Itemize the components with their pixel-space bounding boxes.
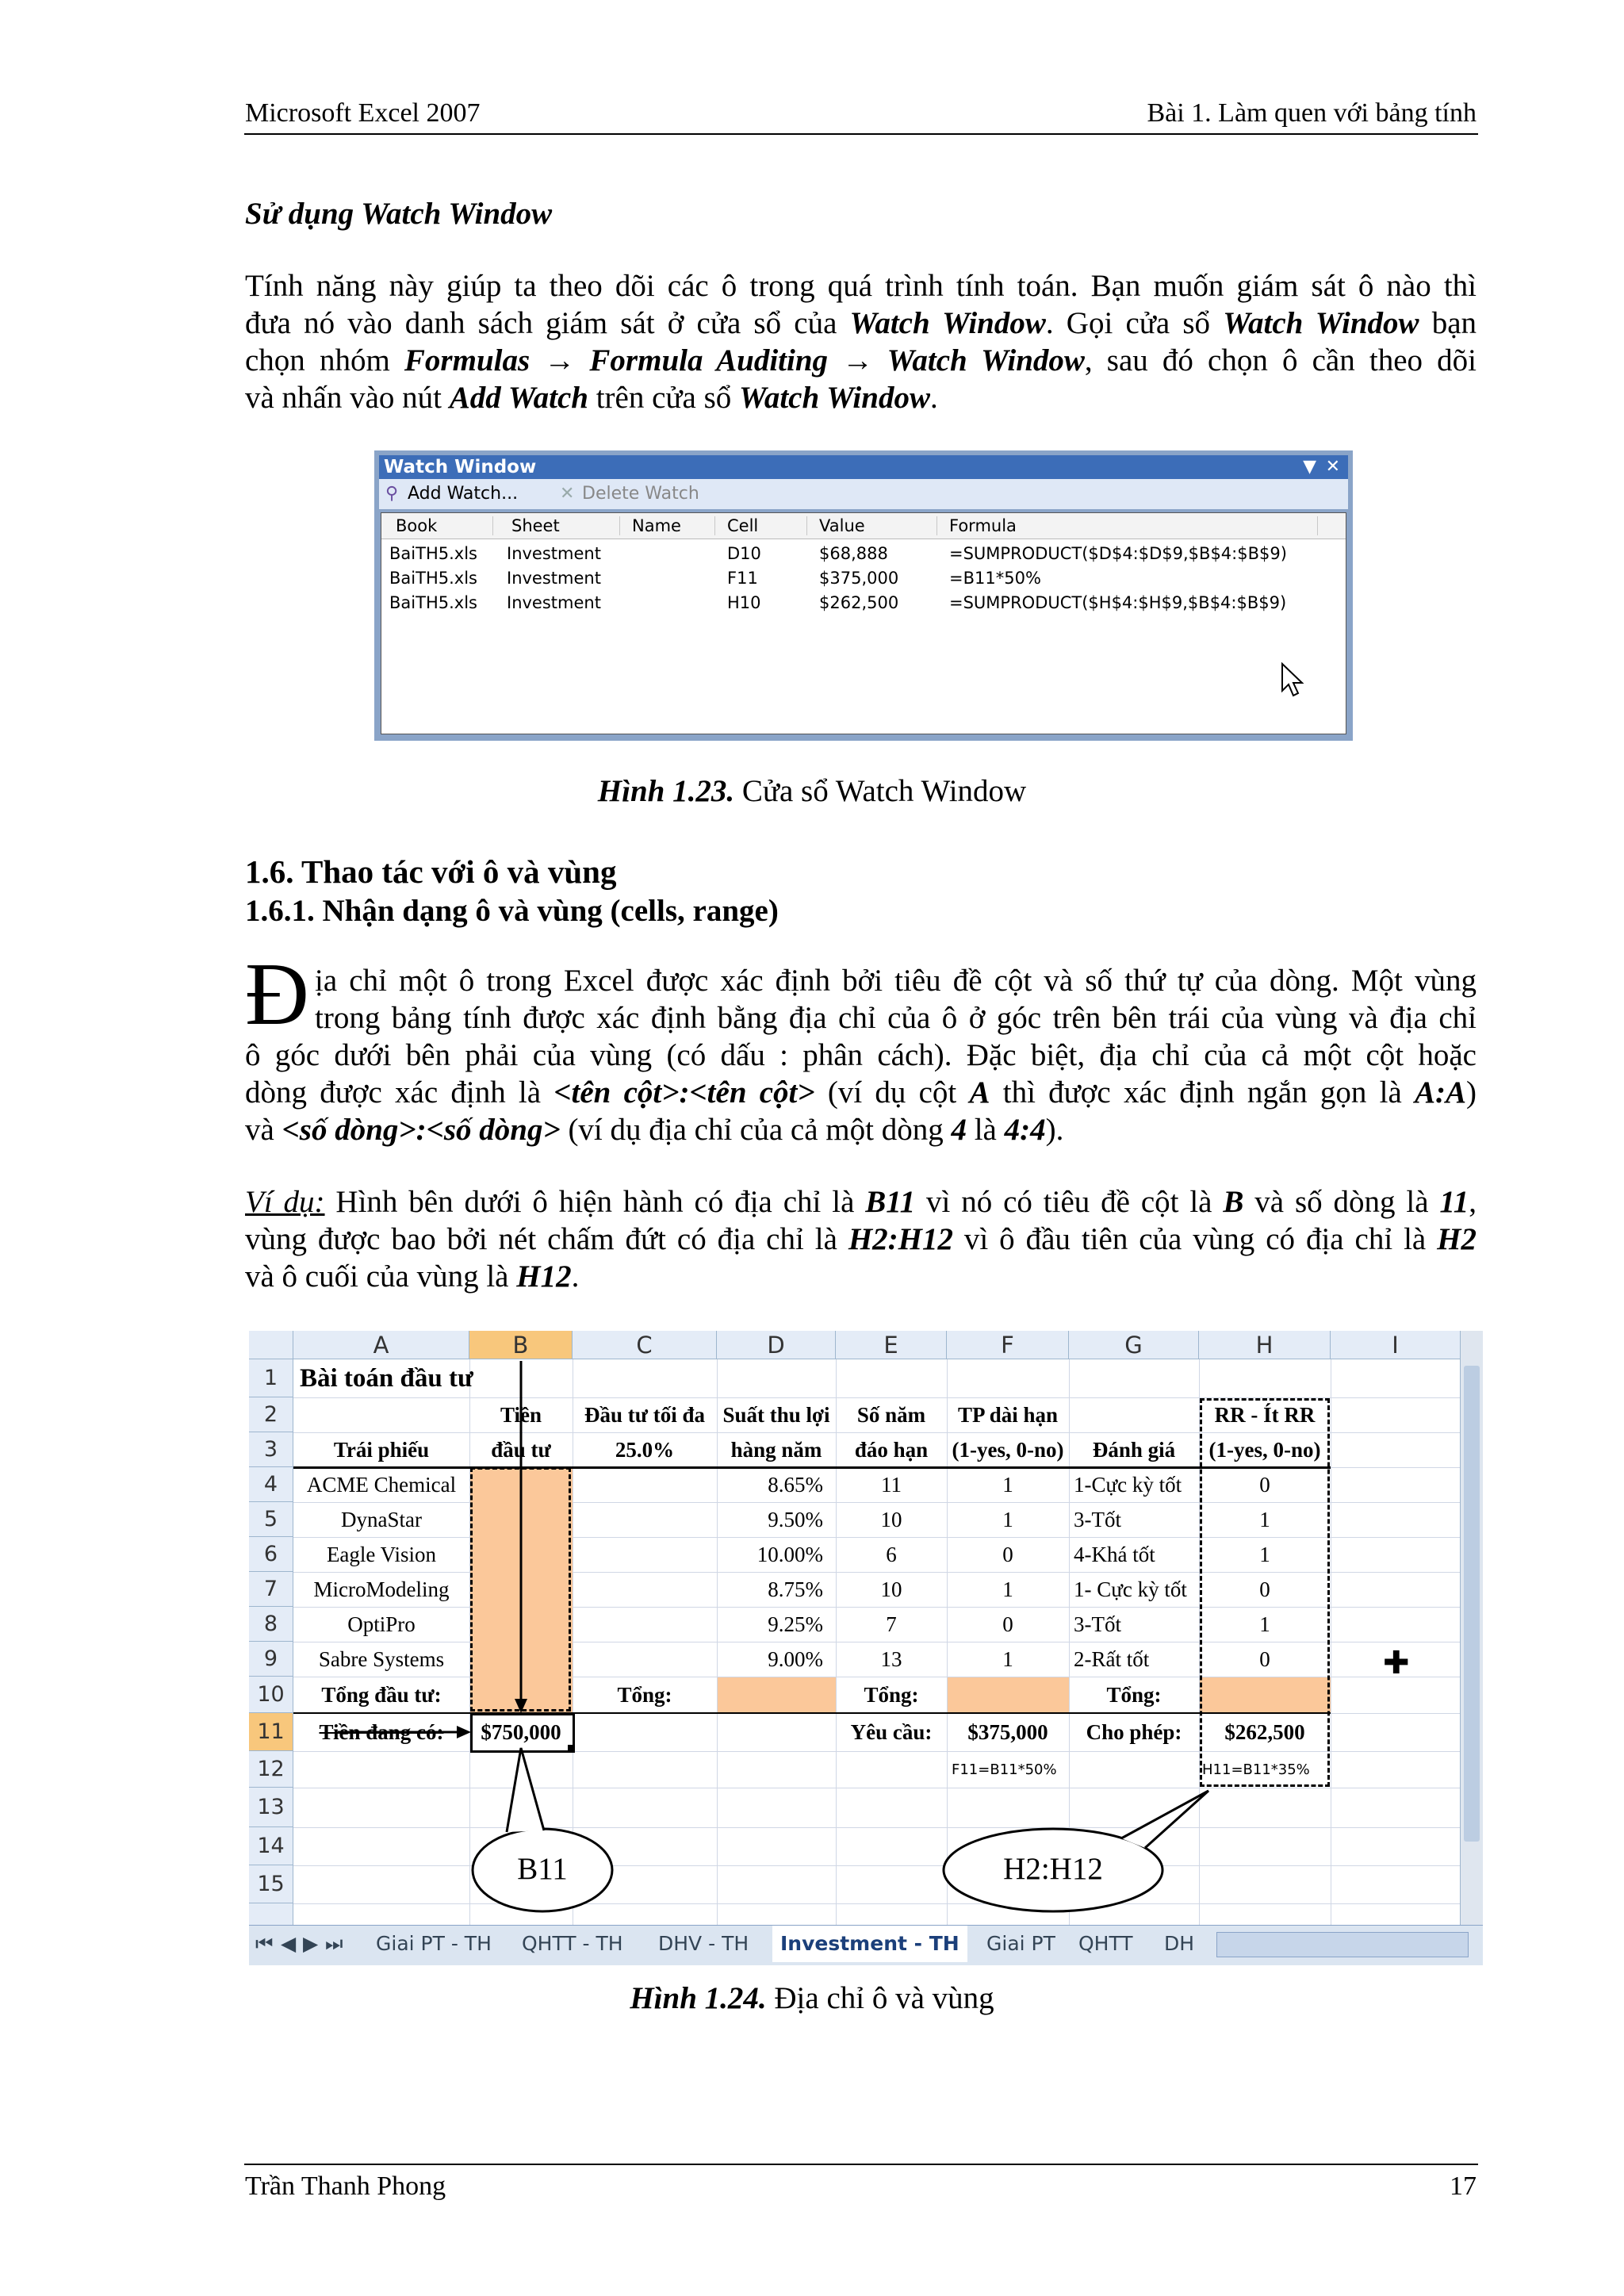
- cell[interactable]: Tổng:: [1106, 1683, 1162, 1707]
- row-header[interactable]: 8: [249, 1607, 293, 1642]
- col-formula[interactable]: Formula: [949, 516, 1017, 535]
- header-left: Microsoft Excel 2007: [245, 98, 481, 128]
- row-header[interactable]: 5: [249, 1502, 293, 1537]
- watch-sheet: Investment: [507, 569, 601, 588]
- para2-line-5: và <số dòng>:<số dòng> (ví dụ địa chỉ của cả một dòng 4 là 4:4).: [245, 1113, 1064, 1147]
- col-header-i[interactable]: I: [1331, 1331, 1461, 1359]
- col-name[interactable]: Name: [632, 516, 681, 535]
- watch-cell: D10: [727, 544, 761, 563]
- col-header-h[interactable]: H: [1199, 1331, 1331, 1359]
- para3-line-3: và ô cuối của vùng là H12.: [245, 1259, 580, 1294]
- delete-watch-button[interactable]: Delete Watch: [582, 484, 699, 504]
- row-header[interactable]: 11: [249, 1713, 293, 1751]
- col-value[interactable]: Value: [819, 516, 865, 535]
- watch-formula: =SUMPRODUCT($D$4:$D$9,$B$4:$B$9): [949, 544, 1287, 563]
- page-number: 17: [1450, 2171, 1477, 2201]
- cell[interactable]: Số năm: [856, 1403, 926, 1427]
- para2-line-3: ô góc dưới bên phải của vùng (có dấu : phân cách). Đặc biệt, địa chỉ của cả một cột hoặc: [245, 1038, 1477, 1072]
- cell[interactable]: TP dài hạn: [957, 1403, 1059, 1427]
- cell[interactable]: hàng năm: [730, 1438, 822, 1462]
- header-rule: [244, 133, 1478, 135]
- watch-formula: =SUMPRODUCT($H$4:$H$9,$B$4:$B$9): [949, 593, 1287, 612]
- callout-h2-h12: H2:H12: [1003, 1852, 1103, 1886]
- paragraph-2-top: [315, 962, 1477, 1037]
- watch-row[interactable]: [381, 566, 1346, 591]
- row-header[interactable]: 6: [249, 1537, 293, 1572]
- cell[interactable]: 0: [1259, 1647, 1270, 1671]
- watch-window-titlebar: [379, 455, 1348, 479]
- cell[interactable]: F11=B11*50%: [952, 1761, 1057, 1778]
- figure-number: Hình 1.24.: [630, 1981, 767, 2015]
- para3-line-1: Ví dụ: Hình bên dưới ô hiện hành có địa chỉ là B11 vì nó có tiêu đề cột là B và số dòng là 11,: [245, 1185, 1477, 1219]
- cell[interactable]: 9.00%: [768, 1647, 823, 1671]
- cell[interactable]: 10: [880, 1577, 902, 1601]
- callout-b11: B11: [517, 1852, 568, 1886]
- sheet-tab[interactable]: QHTT: [1078, 1932, 1133, 1955]
- cell[interactable]: 0: [1002, 1612, 1013, 1636]
- footer-author: Trần Thanh Phong: [245, 2171, 446, 2201]
- cell[interactable]: đáo hạn: [854, 1438, 929, 1462]
- cell[interactable]: Đầu tư tối đa: [584, 1403, 705, 1427]
- cell[interactable]: 1-Cực kỳ tốt: [1074, 1473, 1182, 1497]
- section-title: Sử dụng Watch Window: [245, 197, 553, 231]
- intro-line-2: đưa nó vào danh sách giám sát ở cửa sổ của Watch Window. Gọi cửa sổ Watch Window bạn: [245, 306, 1477, 340]
- row-header[interactable]: 10: [249, 1677, 293, 1713]
- col-header-b[interactable]: B: [469, 1331, 573, 1359]
- row-header[interactable]: 7: [249, 1572, 293, 1607]
- watch-value: $375,000: [819, 569, 899, 588]
- row-header[interactable]: 9: [249, 1642, 293, 1677]
- sheet-tab-active[interactable]: Investment - TH: [772, 1926, 967, 1962]
- heading-1-6: 1.6. Thao tác với ô và vùng: [245, 853, 617, 890]
- cell[interactable]: MicroModeling: [313, 1577, 450, 1601]
- cell[interactable]: (1-yes, 0-no): [952, 1438, 1064, 1462]
- cell[interactable]: ACME Chemical: [306, 1473, 457, 1497]
- watch-window: [374, 450, 1353, 741]
- cell[interactable]: Tiền: [500, 1403, 542, 1427]
- row-header[interactable]: 2: [249, 1397, 293, 1432]
- sheet-tab[interactable]: QHTT - TH: [522, 1932, 623, 1955]
- cell[interactable]: 4-Khá tốt: [1074, 1543, 1155, 1566]
- cell[interactable]: 7: [886, 1612, 897, 1636]
- col-header-e[interactable]: E: [836, 1331, 947, 1359]
- cell[interactable]: H11=B11*35%: [1202, 1761, 1310, 1778]
- cell-cursor-icon: ✚: [1383, 1645, 1410, 1681]
- watch-cell: F11: [727, 569, 758, 588]
- para2-line-1: ịa chỉ một ô trong Excel được xác định bởi tiêu đề cột và số thứ tự của dòng. Một vùng: [315, 964, 1477, 998]
- cell[interactable]: 1: [1259, 1508, 1270, 1531]
- watch-sheet: Investment: [507, 593, 601, 612]
- tab-nav-first-icon[interactable]: ⏮: [255, 1932, 274, 1955]
- paragraph-3: [245, 1183, 1477, 1295]
- watch-window-toolbar: [379, 479, 1348, 509]
- watch-formula: =B11*50%: [949, 569, 1041, 588]
- cell[interactable]: Yêu cầu:: [850, 1720, 933, 1744]
- intro-line-1: Tính năng này giúp ta theo dõi các ô trong quá trình tính toán. Bạn muốn giám sát ô nào thì: [245, 269, 1477, 303]
- cell[interactable]: 8.65%: [768, 1473, 823, 1497]
- add-watch-icon: ⚲: [385, 484, 399, 504]
- cell[interactable]: 9.50%: [768, 1508, 823, 1531]
- figure-caption-1: [0, 773, 1624, 809]
- annotation-overlay: [249, 1331, 1483, 1965]
- sheet-tab[interactable]: Giai PT: [986, 1932, 1055, 1955]
- dropcap: Đ: [245, 945, 309, 1044]
- cell[interactable]: 25.0%: [615, 1438, 675, 1462]
- row-header[interactable]: 13: [249, 1788, 293, 1827]
- header-right: Bài 1. Làm quen với bảng tính: [1147, 98, 1477, 128]
- cell[interactable]: Trái phiếu: [333, 1438, 430, 1462]
- cell[interactable]: 13: [880, 1647, 902, 1671]
- col-sheet[interactable]: Sheet: [511, 516, 560, 535]
- col-header-g[interactable]: G: [1069, 1331, 1199, 1359]
- cell[interactable]: Sabre Systems: [318, 1647, 445, 1671]
- row-header[interactable]: 3: [249, 1432, 293, 1467]
- cell[interactable]: Tổng:: [864, 1683, 919, 1707]
- sheet-title[interactable]: Bài toán đầu tư: [300, 1364, 473, 1393]
- cell[interactable]: Tổng đầu tư:: [321, 1683, 442, 1707]
- cell[interactable]: 1: [1259, 1543, 1270, 1566]
- cell[interactable]: 1: [1002, 1577, 1013, 1601]
- cell[interactable]: 1: [1259, 1612, 1270, 1636]
- cell[interactable]: Đánh giá: [1092, 1438, 1176, 1462]
- tab-nav-last-icon[interactable]: ⏭: [325, 1932, 343, 1955]
- cell[interactable]: Tổng:: [617, 1683, 672, 1707]
- spreadsheet: [249, 1331, 1483, 1965]
- cell[interactable]: 6: [886, 1543, 897, 1566]
- figure-caption-text: Cửa sổ Watch Window: [734, 774, 1027, 808]
- col-header-a[interactable]: A: [293, 1331, 469, 1359]
- cell[interactable]: 1: [1002, 1473, 1013, 1497]
- watch-window-title: Watch Window: [384, 457, 537, 477]
- para2-line-4: dòng được xác định là <tên cột>:<tên cột> (ví dụ cột A thì được xác định ngắn gọn là A:A): [245, 1075, 1477, 1110]
- watch-row[interactable]: [381, 591, 1346, 615]
- add-watch-button[interactable]: Add Watch...: [408, 484, 519, 504]
- cell[interactable]: DynaStar: [341, 1508, 422, 1531]
- cell[interactable]: đầu tư: [491, 1438, 551, 1462]
- sheet-tab[interactable]: DH: [1164, 1932, 1195, 1955]
- cell[interactable]: 3-Tốt: [1074, 1508, 1121, 1531]
- cell[interactable]: 0: [1259, 1577, 1270, 1601]
- tab-nav-prev-icon[interactable]: ◀: [281, 1932, 297, 1955]
- cell[interactable]: RR - Ít RR: [1214, 1403, 1316, 1427]
- footer-rule: [244, 2164, 1478, 2165]
- col-book[interactable]: Book: [396, 516, 438, 535]
- intro-line-3: chọn nhóm Formulas → Formula Auditing → Watch Window, sau đó chọn ô cần theo dõi: [245, 343, 1477, 378]
- cell[interactable]: Suất thu lợi: [722, 1403, 830, 1427]
- sheet-tab-bar: [249, 1925, 1483, 1965]
- row-header[interactable]: 12: [249, 1751, 293, 1788]
- col-header-d[interactable]: D: [717, 1331, 836, 1359]
- cell[interactable]: $262,500: [1224, 1720, 1305, 1744]
- cell[interactable]: $375,000: [967, 1720, 1048, 1744]
- cell[interactable]: 10.00%: [756, 1543, 823, 1566]
- col-header-c[interactable]: C: [573, 1331, 717, 1359]
- cell[interactable]: OptiPro: [347, 1612, 416, 1636]
- intro-line-4: và nhấn vào nút Add Watch trên cửa sổ Watch Window.: [245, 381, 938, 415]
- horizontal-scrollbar[interactable]: [1216, 1932, 1469, 1957]
- watch-book: BaiTH5.xls: [389, 593, 477, 612]
- sheet-tab[interactable]: Giai PT - TH: [376, 1932, 492, 1955]
- cell[interactable]: Eagle Vision: [326, 1543, 437, 1566]
- para2-line-2: trong bảng tính được xác định bằng địa chỉ của ô ở góc trên bên trái của vùng và địa chỉ: [315, 1001, 1477, 1035]
- cell[interactable]: 11: [881, 1473, 902, 1497]
- para3-line-2: vùng được bao bởi nét chấm đứt có địa chỉ là H2:H12 vì ô đầu tiên của vùng có địa chỉ là H2: [245, 1222, 1477, 1256]
- watch-sheet: Investment: [507, 544, 601, 563]
- cell[interactable]: $750,000: [481, 1720, 561, 1744]
- watch-value: $68,888: [819, 544, 888, 563]
- watch-value: $262,500: [819, 593, 899, 612]
- cell[interactable]: 1: [1002, 1647, 1013, 1671]
- cell[interactable]: 3-Tốt: [1074, 1612, 1121, 1636]
- cell[interactable]: 0: [1259, 1473, 1270, 1497]
- cell[interactable]: 1: [1002, 1508, 1013, 1531]
- sheet-tab[interactable]: DHV - TH: [658, 1932, 749, 1955]
- col-cell[interactable]: Cell: [727, 516, 759, 535]
- cell[interactable]: 2-Rất tốt: [1074, 1647, 1150, 1671]
- figure-caption-text: Địa chỉ ô và vùng: [766, 1981, 994, 2015]
- scrollbar-thumb[interactable]: [1464, 1366, 1480, 1842]
- mouse-cursor-icon: [1281, 662, 1304, 699]
- intro-paragraph: [245, 267, 1477, 416]
- row-header[interactable]: 15: [249, 1865, 293, 1903]
- figure-number: Hình 1.23.: [597, 774, 735, 808]
- cell[interactable]: (1-yes, 0-no): [1208, 1438, 1321, 1462]
- tab-nav-next-icon[interactable]: ▶: [303, 1932, 319, 1955]
- cell[interactable]: Tiền đang có:: [319, 1720, 444, 1744]
- watch-row[interactable]: [381, 542, 1346, 566]
- row-header[interactable]: 1: [249, 1359, 293, 1397]
- vertical-scrollbar[interactable]: [1460, 1331, 1483, 1926]
- col-header-f[interactable]: F: [947, 1331, 1069, 1359]
- cell[interactable]: 9.25%: [768, 1612, 823, 1636]
- cell[interactable]: 1- Cực kỳ tốt: [1074, 1577, 1187, 1601]
- watch-list: [381, 512, 1346, 734]
- cell[interactable]: 8.75%: [768, 1577, 823, 1601]
- cell[interactable]: Cho phép:: [1086, 1720, 1182, 1744]
- cell[interactable]: 10: [880, 1508, 902, 1531]
- paragraph-2-bottom: [245, 1037, 1477, 1148]
- row-header[interactable]: 14: [249, 1827, 293, 1865]
- watch-list-header: [381, 513, 1346, 539]
- watch-book: BaiTH5.xls: [389, 544, 477, 563]
- watch-cell: H10: [727, 593, 761, 612]
- watch-book: BaiTH5.xls: [389, 569, 477, 588]
- heading-1-6-1: 1.6.1. Nhận dạng ô và vùng (cells, range): [245, 894, 779, 928]
- close-icon[interactable]: ✕: [1325, 457, 1340, 477]
- delete-watch-icon: ✕: [560, 484, 575, 504]
- dropdown-icon[interactable]: ▼: [1303, 457, 1316, 477]
- figure-caption-2: [0, 1980, 1624, 2016]
- row-header[interactable]: 4: [249, 1467, 293, 1502]
- cell[interactable]: 0: [1002, 1543, 1013, 1566]
